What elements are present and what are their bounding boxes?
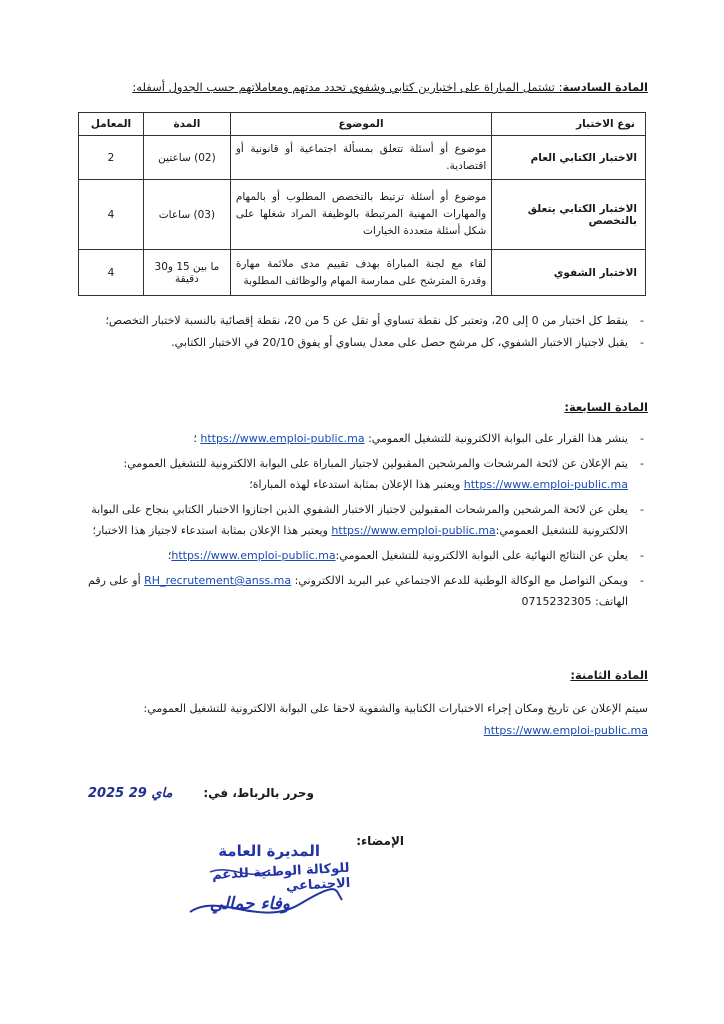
article7-list — [76, 428, 648, 612]
exam-topic: موضوع أو أسئلة تتعلق بمسألة اجتماعية أو قانونية أو اقتصادية. — [230, 136, 491, 180]
article7-title: المادة السابعة: — [564, 400, 648, 414]
header-duration: المدة — [143, 113, 230, 136]
item-after: أو على رقم الهاتف: 0715232305 — [88, 574, 628, 608]
exam-type: الاختبار الشفوي — [492, 250, 646, 296]
table-row — [79, 136, 646, 180]
exam-coefficient: 2 — [79, 136, 144, 180]
header-topic: الموضوع — [230, 113, 491, 136]
item-text: يعلن عن لائحة المرشحين والمرشحات المقبولين لاجتياز الاختبار الشفوي الذين اجتازوا الاختبار الكتابي بنجاح على البوابة الالكترونية للتشغيل العمومي: — [91, 503, 628, 537]
email-link[interactable]: RH_recrutement@anss.ma — [144, 574, 292, 587]
note-item: - ينقط كل اختبار من 0 إلى 20، وتعتبر كل نقطة تساوي أو تقل عن 5 من 20، نقطة إقصائية بالنسبة لاختبار التخصص؛ — [76, 310, 648, 332]
exam-duration: (02) ساعتين — [143, 136, 230, 180]
item-text: يتم الإعلان عن لائحة المرشحات والمرشحين المقبولين لاجتياز المباراة على البوابة الالكترونية للتشغيل العمومي: — [123, 457, 628, 470]
article8-paragraph — [76, 698, 648, 742]
signature-scribble-icon — [150, 842, 350, 932]
article6-title: المادة السادسة — [562, 80, 648, 94]
issue-place: وحرر بالرباط، في: — [203, 786, 314, 800]
article8-title: المادة الثامنة: — [570, 668, 648, 682]
portal-link[interactable]: https://www.emploi-public.ma — [483, 724, 648, 737]
exam-type: الاختبار الكتابي يتعلق بالتخصص — [492, 180, 646, 250]
article6-text: : تشتمل المباراة على اختبارين كتابي وشفوي تحدد مدتهم ومعاملاتهم حسب الجدول أسفله: — [132, 80, 563, 94]
stamp-signatory: وفاء جمالي — [209, 894, 290, 914]
signature-label: الإمضاء: — [356, 834, 404, 848]
item-after: ؛ — [167, 549, 172, 562]
official-stamp — [150, 842, 350, 932]
item-after: ويعتبر هذا الإعلان بمثابة استدعاء لهذه المباراة؛ — [249, 478, 464, 491]
issue-date-stamp: 2025 ماي 29 — [88, 786, 173, 801]
stamp-title: المديرة العامة — [218, 842, 320, 860]
list-item — [76, 453, 648, 495]
exam-topic: لقاء مع لجنة المباراة بهدف تقييم مدى ملائمة مهارة وقدرة المترشح على ممارسة المهام والوظائف المطلوبة — [230, 250, 491, 296]
exam-type: الاختبار الكتابي العام — [492, 136, 646, 180]
stamp-agency: للوكالة الوطنية للدعم الاجتماعي — [211, 860, 351, 895]
list-item — [76, 499, 648, 541]
table-row — [79, 180, 646, 250]
table-header-row — [79, 113, 646, 136]
list-item — [76, 545, 648, 566]
item-text: ينشر هذا القرار على البوابة الالكترونية للتشغيل العمومي: — [364, 432, 628, 445]
list-item — [76, 570, 648, 612]
list-item — [76, 428, 648, 449]
exam-topic: موضوع أو أسئلة ترتبط بالتخصص المطلوب أو بالمهام والمهارات المهنية المرتبطة بالوظيفة المراد شغلها على شكل أسئلة متعددة الخيارات — [230, 180, 491, 250]
portal-link[interactable]: https://www.emploi-public.ma — [463, 478, 628, 491]
header-coefficient: المعامل — [79, 113, 144, 136]
exam-duration: ما بين 15 و30 دقيقة — [143, 250, 230, 296]
portal-link[interactable]: https://www.emploi-public.ma — [200, 432, 365, 445]
header-type: نوع الاختبار — [492, 113, 646, 136]
table-row — [79, 250, 646, 296]
item-text: ويمكن التواصل مع الوكالة الوطنية للدعم الاجتماعي عبر البريد الالكتروني: — [291, 574, 628, 587]
article8-text: سيتم الإعلان عن تاريخ ومكان إجراء الاختبارات الكتابية والشفوية لاحقا على البوابة الالكترونية للتشغيل العمومي: — [143, 702, 648, 715]
exam-duration: (03) ساعات — [143, 180, 230, 250]
item-after: ويعتبر هذا الإعلان بمثابة استدعاء لاجتياز هذا الاختبار؛ — [92, 524, 332, 537]
exam-coefficient: 4 — [79, 180, 144, 250]
article6-heading — [132, 80, 648, 94]
portal-link[interactable]: https://www.emploi-public.ma — [331, 524, 496, 537]
scoring-notes — [76, 310, 648, 354]
item-text: يعلن عن النتائج النهائية على البوابة الالكترونية للتشغيل العمومي: — [335, 549, 628, 562]
portal-link[interactable]: https://www.emploi-public.ma — [171, 549, 336, 562]
item-after: ؛ — [193, 432, 201, 445]
exam-table — [78, 112, 646, 296]
note-item: - يقبل لاجتياز الاختبار الشفوي، كل مرشح حصل على معدل يساوي أو يفوق 20/10 في الاختبار الكتابي. — [76, 332, 648, 354]
exam-coefficient: 4 — [79, 250, 144, 296]
